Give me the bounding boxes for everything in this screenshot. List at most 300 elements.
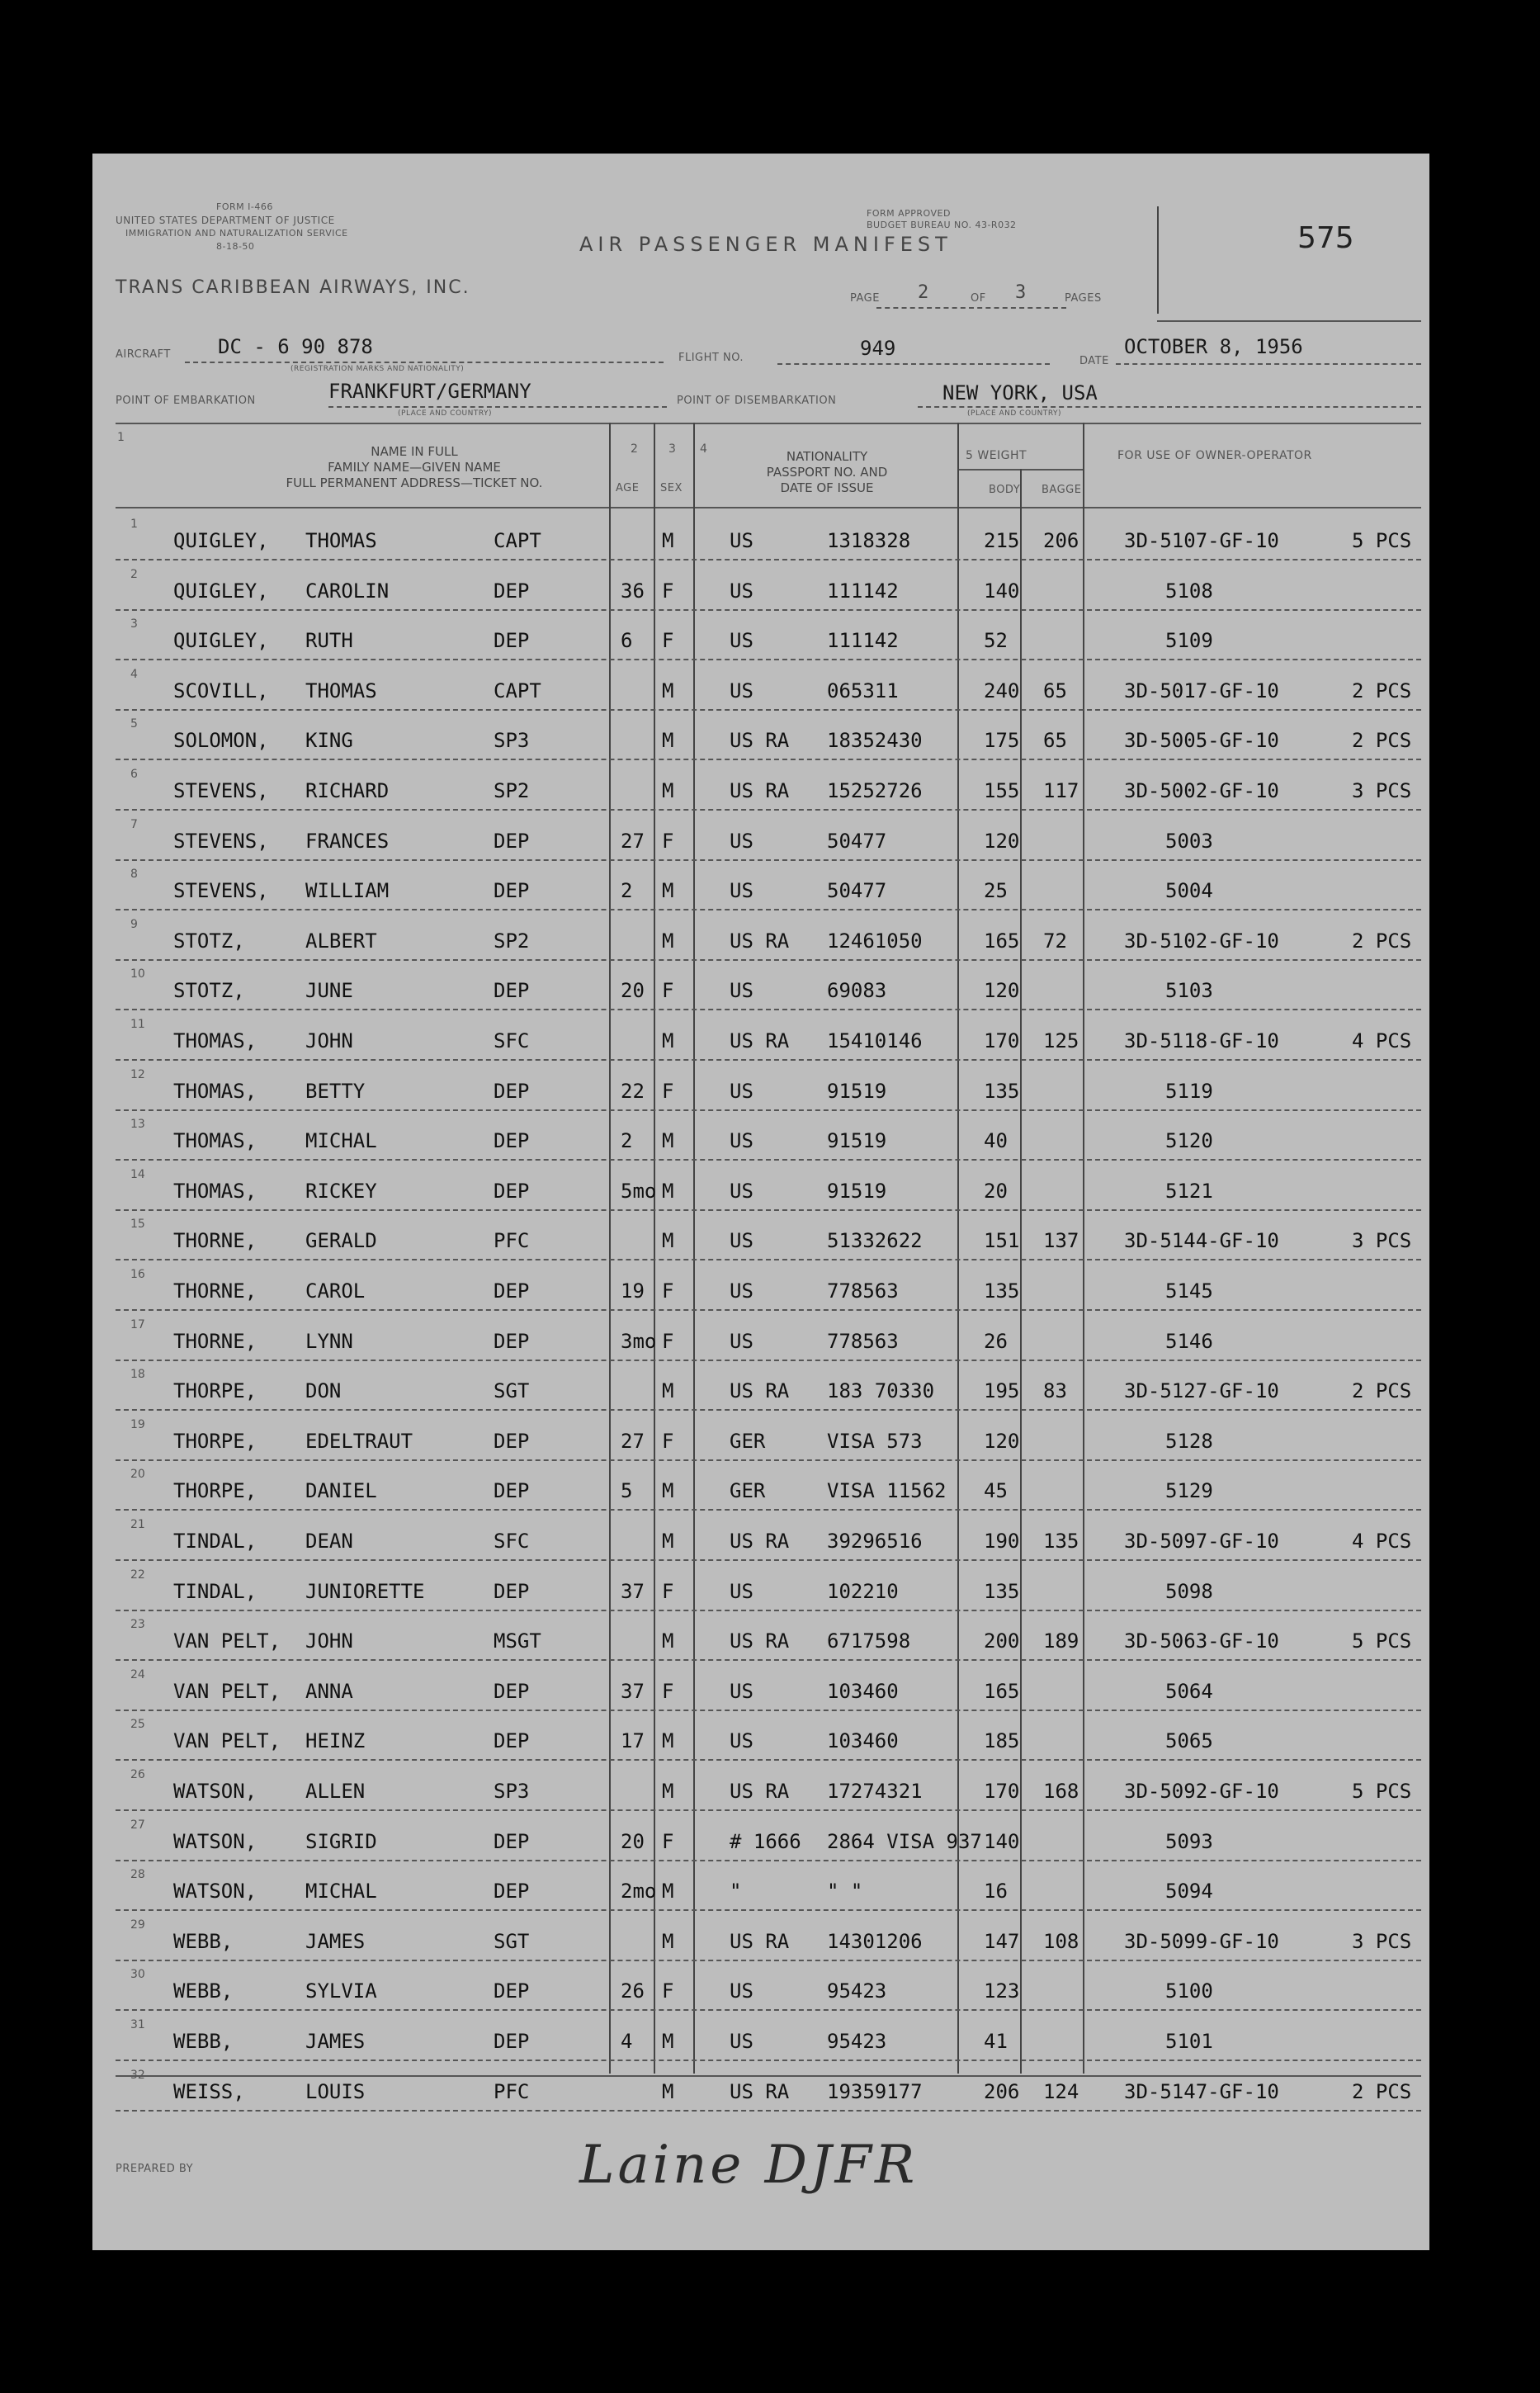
status: SGT [494, 1379, 530, 1403]
airline-name: TRANS CARIBBEAN AIRWAYS, INC. [116, 277, 470, 298]
pieces: 3 PCS [1352, 1229, 1412, 1253]
ticket-number: 5129 [1165, 1479, 1213, 1503]
ticket-number: 5004 [1165, 879, 1213, 903]
age: 27 [621, 1429, 645, 1453]
ticket-number: 5100 [1165, 1979, 1213, 2003]
col4-number: 4 [700, 442, 708, 456]
family-name: THORNE, [173, 1279, 257, 1303]
pieces: 3 PCS [1352, 1929, 1412, 1953]
body-weight: 140 [984, 579, 1020, 603]
disembarkation-label: POINT OF DISEMBARKATION [677, 395, 837, 407]
row-number: 19 [130, 1417, 145, 1431]
passport-number: 15252726 [827, 779, 923, 802]
given-name: ALBERT [305, 929, 377, 953]
age: 22 [621, 1079, 645, 1103]
ticket-number: 5108 [1165, 579, 1213, 603]
family-name: QUIGLEY, [173, 529, 269, 552]
nationality: US [730, 879, 753, 903]
pieces: 5 PCS [1352, 1780, 1412, 1803]
form-number: FORM I-466 [216, 201, 273, 212]
pieces: 5 PCS [1352, 1629, 1412, 1653]
row-number: 10 [130, 967, 145, 981]
given-name: THOMAS [305, 529, 377, 552]
passport-number: 111142 [827, 579, 899, 603]
nationality: US [730, 1129, 753, 1153]
given-name: JOHN [305, 1029, 353, 1052]
sex: M [662, 729, 674, 753]
table-row [92, 1211, 1429, 1261]
passport-number: 2864 VISA 937 [827, 1829, 982, 1853]
given-name: ANNA [305, 1679, 353, 1703]
age: 4 [621, 2030, 633, 2053]
flight-value: 949 [860, 337, 896, 360]
nationality: US [730, 1279, 753, 1303]
body-weight: 151 [984, 1229, 1020, 1253]
baggage-weight: 65 [1043, 679, 1067, 702]
body-weight: 41 [984, 2030, 1008, 2053]
manifest-title: AIR PASSENGER MANIFEST [579, 233, 952, 256]
ticket-number: 3D-5092-GF-10 [1124, 1780, 1279, 1803]
baggage-weight: 135 [1043, 1530, 1079, 1553]
nationality: US RA [730, 1530, 790, 1553]
family-name: QUIGLEY, [173, 579, 269, 603]
passport-number: 95423 [827, 1979, 887, 2003]
age: 3mo [621, 1329, 657, 1353]
ticket-number: 5101 [1165, 2030, 1213, 2053]
row-number: 12 [130, 1067, 145, 1081]
nationality: GER [730, 1479, 766, 1503]
passport-number: 1318328 [827, 529, 911, 552]
col2-number: 2 [631, 442, 639, 456]
status: DEP [494, 1880, 530, 1904]
body-weight: 26 [984, 1329, 1008, 1353]
nationality: US [730, 1079, 753, 1103]
aircraft-value: DC - 6 90 878 [218, 335, 373, 358]
family-name: TINDAL, [173, 1530, 257, 1553]
body-weight: 215 [984, 529, 1020, 552]
passport-number: 6717598 [827, 1629, 911, 1653]
table-row [92, 1011, 1429, 1062]
sex: M [662, 1629, 674, 1653]
family-name: STOTZ, [173, 929, 245, 953]
table-row [92, 2062, 1429, 2112]
status: SGT [494, 1929, 530, 1953]
table-row [92, 1861, 1429, 1912]
passport-number: 95423 [827, 2030, 887, 2053]
col-nat-line3: DATE OF ISSUE [780, 480, 874, 495]
nationality: US [730, 529, 753, 552]
nationality: # 1666 [730, 1829, 801, 1853]
nationality: US RA [730, 1629, 790, 1653]
body-weight: 175 [984, 729, 1020, 753]
table-row [92, 1361, 1429, 1412]
table-row [92, 1161, 1429, 1212]
given-name: CAROL [305, 1279, 366, 1303]
col-nat-line1: NATIONALITY [786, 449, 868, 464]
passport-number: 103460 [827, 1729, 899, 1753]
sex: F [662, 1679, 674, 1703]
body-weight: 147 [984, 1929, 1020, 1953]
body-weight: 40 [984, 1129, 1008, 1153]
family-name: THORNE, [173, 1329, 257, 1353]
pieces: 2 PCS [1352, 929, 1412, 953]
status: SFC [494, 1029, 530, 1052]
status: DEP [494, 1479, 530, 1503]
baggage-weight: 108 [1043, 1929, 1079, 1953]
family-name: SOLOMON, [173, 729, 269, 753]
body-weight: 123 [984, 1979, 1020, 2003]
preparer-signature: Laine DJFR [579, 2135, 919, 2196]
status: PFC [494, 1229, 530, 1253]
row-number: 31 [130, 2018, 145, 2031]
row-number: 26 [130, 1768, 145, 1781]
nationality: US [730, 579, 753, 603]
table-row [92, 1961, 1429, 2012]
ticket-number: 5120 [1165, 1129, 1213, 1153]
status: DEP [494, 629, 530, 653]
status: CAPT [494, 679, 541, 702]
col-name-line2: FAMILY NAME—GIVEN NAME [328, 460, 501, 475]
sex: F [662, 1079, 674, 1103]
passport-number: VISA 573 [827, 1429, 923, 1453]
row-number: 9 [130, 917, 138, 931]
sex: M [662, 1880, 674, 1904]
table-row [92, 2012, 1429, 2062]
col-bagge-header: BAGGE [1042, 484, 1082, 496]
table-row [92, 1762, 1429, 1812]
department: UNITED STATES DEPARTMENT OF JUSTICE [116, 215, 335, 226]
row-number: 24 [130, 1667, 145, 1681]
ticket-number: 3D-5097-GF-10 [1124, 1530, 1279, 1553]
col1-number: 1 [117, 431, 125, 444]
sex: F [662, 1829, 674, 1853]
approval-line-1: FORM APPROVED [867, 208, 951, 219]
sex: M [662, 1179, 674, 1203]
body-weight: 52 [984, 629, 1008, 653]
sex: F [662, 979, 674, 1003]
status: DEP [494, 829, 530, 853]
sex: M [662, 1929, 674, 1953]
family-name: WEISS, [173, 2079, 245, 2103]
nationality: US RA [730, 929, 790, 953]
table-row [92, 1461, 1429, 1511]
row-number: 18 [130, 1368, 145, 1382]
passport-number: 15410146 [827, 1029, 923, 1052]
status: PFC [494, 2079, 530, 2103]
family-name: THOMAS, [173, 1179, 257, 1203]
ticket-number: 5119 [1165, 1079, 1213, 1103]
family-name: WATSON, [173, 1880, 257, 1904]
row-number: 28 [130, 1868, 145, 1882]
given-name: WILLIAM [305, 879, 390, 903]
nationality: US [730, 1679, 753, 1703]
given-name: CAROLIN [305, 579, 390, 603]
body-weight: 155 [984, 779, 1020, 802]
nationality: US [730, 679, 753, 702]
disembarkation-value: NEW YORK, USA [942, 381, 1098, 404]
embarkation-value: FRANKFURT/GERMANY [328, 380, 531, 403]
ticket-number: 5093 [1165, 1829, 1213, 1853]
given-name: LOUIS [305, 2079, 366, 2103]
family-name: THORPE, [173, 1379, 257, 1403]
sex: M [662, 879, 674, 903]
ticket-number: 5094 [1165, 1880, 1213, 1904]
prepared-by-label: PREPARED BY [116, 2163, 194, 2175]
passport-number: 19359177 [827, 2079, 923, 2103]
sex: M [662, 679, 674, 702]
aircraft-sublabel: (REGISTRATION MARKS AND NATIONALITY) [291, 365, 465, 373]
age: 6 [621, 629, 633, 653]
passport-number: 103460 [827, 1679, 899, 1703]
status: DEP [494, 1179, 530, 1203]
ticket-number: 3D-5099-GF-10 [1124, 1929, 1279, 1953]
status: DEP [494, 1729, 530, 1753]
pieces: 2 PCS [1352, 1379, 1412, 1403]
status: DEP [494, 1079, 530, 1103]
row-number: 1 [130, 518, 138, 531]
passport-number: 778563 [827, 1329, 899, 1353]
ticket-number: 3D-5063-GF-10 [1124, 1629, 1279, 1653]
row-number: 23 [130, 1618, 145, 1632]
disembarkation-sublabel: (PLACE AND COUNTRY) [967, 409, 1062, 418]
nationality: " [730, 1880, 742, 1904]
table-row [92, 611, 1429, 661]
ticket-number: 5103 [1165, 979, 1213, 1003]
sex: M [662, 2030, 674, 2053]
col-nationality-header [703, 449, 951, 496]
nationality: US [730, 1329, 753, 1353]
status: MSGT [494, 1629, 541, 1653]
given-name: BETTY [305, 1079, 366, 1103]
sex: M [662, 1780, 674, 1803]
row-number: 29 [130, 1918, 145, 1932]
body-weight: 190 [984, 1530, 1020, 1553]
age: 26 [621, 1979, 645, 2003]
given-name: JAMES [305, 2030, 366, 2053]
given-name: RUTH [305, 629, 353, 653]
sex: F [662, 1979, 674, 2003]
nationality: US [730, 2030, 753, 2053]
family-name: THOMAS, [173, 1129, 257, 1153]
table-row [92, 761, 1429, 811]
given-name: SIGRID [305, 1829, 377, 1853]
passport-number: 183 70330 [827, 1379, 935, 1403]
body-weight: 165 [984, 929, 1020, 953]
col3-number: 3 [668, 442, 677, 456]
baggage-weight: 72 [1043, 929, 1067, 953]
passport-number: " " [827, 1880, 863, 1904]
status: DEP [494, 979, 530, 1003]
page-label: PAGE [850, 292, 880, 305]
sex: M [662, 2079, 674, 2103]
passport-number: 91519 [827, 1079, 887, 1103]
family-name: THORNE, [173, 1229, 257, 1253]
row-number: 6 [130, 768, 138, 781]
ticket-number: 3D-5144-GF-10 [1124, 1229, 1279, 1253]
passport-number: 778563 [827, 1279, 899, 1303]
given-name: DANIEL [305, 1479, 377, 1503]
row-number: 4 [130, 667, 138, 681]
table-row [92, 911, 1429, 962]
row-number: 7 [130, 817, 138, 831]
passport-number: 39296516 [827, 1530, 923, 1553]
body-weight: 135 [984, 1579, 1020, 1603]
baggage-weight: 206 [1043, 529, 1079, 552]
age: 17 [621, 1729, 645, 1753]
status: DEP [494, 1979, 530, 2003]
family-name: VAN PELT, [173, 1629, 281, 1653]
passport-number: 50477 [827, 829, 887, 853]
family-name: VAN PELT, [173, 1729, 281, 1753]
col-nat-line2: PASSPORT NO. AND [766, 465, 888, 480]
status: DEP [494, 1129, 530, 1153]
family-name: WEBB, [173, 1979, 234, 2003]
given-name: RICKEY [305, 1179, 377, 1203]
of-label: OF [971, 292, 986, 305]
sex: M [662, 779, 674, 802]
manifest-sheet [92, 154, 1429, 2250]
pieces: 2 PCS [1352, 2079, 1412, 2103]
baggage-weight: 168 [1043, 1780, 1079, 1803]
body-weight: 195 [984, 1379, 1020, 1403]
embarkation-label: POINT OF EMBARKATION [116, 395, 256, 407]
nationality: US RA [730, 1379, 790, 1403]
age: 37 [621, 1579, 645, 1603]
row-number: 13 [130, 1118, 145, 1132]
col-body-header: BODY [989, 484, 1021, 496]
nationality: US [730, 1729, 753, 1753]
table-row [92, 1111, 1429, 1161]
body-weight: 16 [984, 1880, 1008, 1904]
passport-number: 91519 [827, 1179, 887, 1203]
status: DEP [494, 579, 530, 603]
pieces: 5 PCS [1352, 529, 1412, 552]
baggage-weight: 117 [1043, 779, 1079, 802]
ticket-number: 5098 [1165, 1579, 1213, 1603]
family-name: THORPE, [173, 1479, 257, 1503]
flight-label: FLIGHT NO. [678, 352, 744, 364]
table-row [92, 1562, 1429, 1612]
row-number: 21 [130, 1518, 145, 1531]
row-number: 14 [130, 1167, 145, 1181]
nationality: US [730, 1229, 753, 1253]
family-name: THORPE, [173, 1429, 257, 1453]
pieces: 3 PCS [1352, 779, 1412, 802]
given-name: KING [305, 729, 353, 753]
given-name: ALLEN [305, 1780, 366, 1803]
row-number: 5 [130, 717, 138, 731]
body-weight: 25 [984, 879, 1008, 903]
nationality: US RA [730, 779, 790, 802]
nationality: US RA [730, 1780, 790, 1803]
age: 37 [621, 1679, 645, 1703]
ticket-number: 3D-5147-GF-10 [1124, 2079, 1279, 2103]
family-name: WATSON, [173, 1780, 257, 1803]
passport-number: 51332622 [827, 1229, 923, 1253]
row-number: 2 [130, 567, 138, 581]
sex: M [662, 529, 674, 552]
status: DEP [494, 1679, 530, 1703]
col-weight-header: 5 WEIGHT [966, 449, 1027, 462]
row-number: 15 [130, 1218, 145, 1232]
body-weight: 120 [984, 829, 1020, 853]
age: 36 [621, 579, 645, 603]
family-name: VAN PELT, [173, 1679, 281, 1703]
col-sex-header: SEX [660, 482, 683, 494]
family-name: STEVENS, [173, 829, 269, 853]
table-row [92, 661, 1429, 712]
table-row [92, 1312, 1429, 1362]
sex: F [662, 1579, 674, 1603]
table-row [92, 861, 1429, 911]
body-weight: 120 [984, 1429, 1020, 1453]
sex: M [662, 1029, 674, 1052]
given-name: JUNIORETTE [305, 1579, 425, 1603]
baggage-weight: 137 [1043, 1229, 1079, 1253]
status: DEP [494, 879, 530, 903]
nationality: US RA [730, 1929, 790, 1953]
nationality: US [730, 629, 753, 653]
given-name: GERALD [305, 1229, 377, 1253]
passport-number: 18352430 [827, 729, 923, 753]
age: 5 [621, 1479, 633, 1503]
passport-number: 91519 [827, 1129, 887, 1153]
body-weight: 45 [984, 1479, 1008, 1503]
sex: M [662, 1229, 674, 1253]
ticket-number: 5121 [1165, 1179, 1213, 1203]
sex: F [662, 829, 674, 853]
baggage-weight: 83 [1043, 1379, 1067, 1403]
passport-number: 17274321 [827, 1780, 923, 1803]
ticket-number: 3D-5102-GF-10 [1124, 929, 1279, 953]
nationality: US [730, 1979, 753, 2003]
given-name: RICHARD [305, 779, 390, 802]
sex: F [662, 579, 674, 603]
body-weight: 170 [984, 1780, 1020, 1803]
baggage-weight: 124 [1043, 2079, 1079, 2103]
status: SFC [494, 1530, 530, 1553]
ticket-number: 5128 [1165, 1429, 1213, 1453]
given-name: DEAN [305, 1530, 353, 1553]
age: 20 [621, 1829, 645, 1853]
family-name: TINDAL, [173, 1579, 257, 1603]
row-number: 30 [130, 1968, 145, 1982]
service: IMMIGRATION AND NATURALIZATION SERVICE [125, 228, 348, 239]
col-age-header: AGE [616, 482, 640, 494]
table-row [92, 711, 1429, 761]
passport-number: 50477 [827, 879, 887, 903]
family-name: STEVENS, [173, 779, 269, 802]
row-number: 20 [130, 1468, 145, 1482]
page-number: 575 [1297, 221, 1354, 255]
sex: F [662, 1279, 674, 1303]
approval-line-2: BUDGET BUREAU NO. 43-R032 [867, 220, 1017, 230]
row-number: 22 [130, 1568, 145, 1582]
status: CAPT [494, 529, 541, 552]
ticket-number: 3D-5005-GF-10 [1124, 729, 1279, 753]
pages-label: PAGES [1065, 292, 1102, 305]
ticket-number: 5146 [1165, 1329, 1213, 1353]
given-name: JAMES [305, 1929, 366, 1953]
sex: M [662, 1479, 674, 1503]
family-name: STEVENS, [173, 879, 269, 903]
family-name: THOMAS, [173, 1029, 257, 1052]
age: 2mo [621, 1880, 657, 1904]
row-number: 32 [130, 2068, 145, 2082]
row-number: 11 [130, 1018, 145, 1031]
body-weight: 120 [984, 979, 1020, 1003]
baggage-weight: 125 [1043, 1029, 1079, 1052]
